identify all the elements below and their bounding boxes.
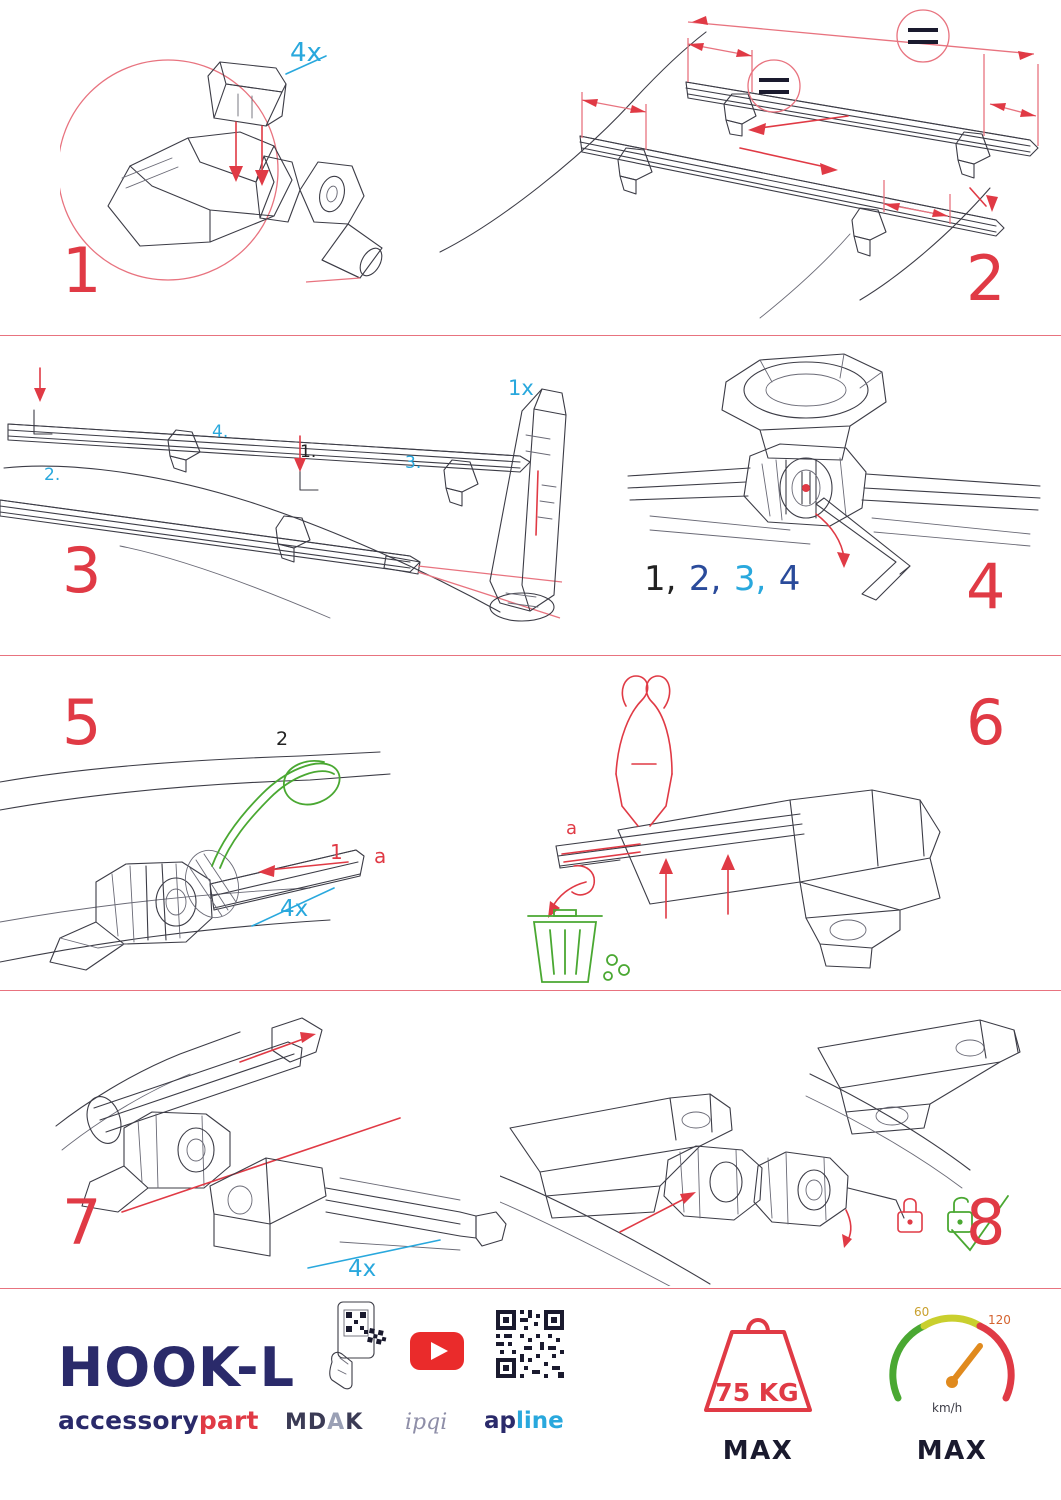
svg-text:60: 60 xyxy=(914,1305,930,1319)
step-3-endcap-detail xyxy=(470,375,610,640)
youtube-icon[interactable] xyxy=(410,1332,464,1370)
seq-3: 3, xyxy=(733,559,767,599)
brand-tagline xyxy=(58,1406,259,1435)
step-1-number: 1 xyxy=(62,234,103,307)
step-5-label-2: 2 xyxy=(276,728,289,750)
step-3-label-3: 3. xyxy=(405,453,422,473)
step-4-sequence xyxy=(644,559,801,599)
step-3-label-2: 2. xyxy=(44,465,61,485)
footer xyxy=(0,1288,1061,1500)
svg-text:120: 120 xyxy=(988,1313,1011,1327)
max-speed-icon xyxy=(884,1302,1020,1420)
ipqi-logo: ipqi xyxy=(405,1410,448,1435)
apline-text-ap: ap xyxy=(484,1408,516,1434)
mdak-text-b: K xyxy=(345,1410,364,1435)
step-6-number: 6 xyxy=(966,686,1007,759)
step-4-number: 4 xyxy=(966,550,1007,623)
step-5-label-4x: 4x xyxy=(280,896,309,922)
step-3-label-4: 4. xyxy=(212,422,229,442)
phone-scan-icon[interactable] xyxy=(318,1300,394,1392)
step-7-number: 7 xyxy=(62,1186,103,1259)
step-5-label-a: a xyxy=(374,844,387,868)
step-2-illustration xyxy=(430,8,1045,328)
step-3-number: 3 xyxy=(62,534,103,607)
mdak-text-tri: A xyxy=(327,1410,346,1435)
divider-1 xyxy=(0,335,1061,336)
step-1-illustration xyxy=(60,10,390,330)
qr-code-icon[interactable] xyxy=(494,1308,566,1380)
step-6-label-a: a xyxy=(566,818,578,839)
step-3-label-1x: 1x xyxy=(508,376,534,400)
divider-2 xyxy=(0,655,1061,656)
divider-3 xyxy=(0,990,1061,991)
max-load-value: 75 KG xyxy=(715,1378,799,1407)
step-1-label-4x: 4x xyxy=(290,38,322,68)
step-3-label-1: 1. xyxy=(300,442,317,462)
step-2-number: 2 xyxy=(966,242,1007,315)
seq-2: 2, xyxy=(688,559,722,599)
step-5-number: 5 xyxy=(62,686,103,759)
step-5-label-1: 1 xyxy=(330,840,343,864)
mdak-text-a: MD xyxy=(285,1410,328,1435)
step-8-number: 8 xyxy=(966,1186,1007,1259)
apline-text-line: line xyxy=(515,1408,564,1434)
max-speed-caption: MAX xyxy=(916,1436,988,1466)
brand-tagline-accessory: accessory xyxy=(58,1406,199,1435)
brand-tagline-part: part xyxy=(198,1406,259,1435)
mdak-logo xyxy=(285,1410,363,1435)
step-7-label-4x: 4x xyxy=(348,1256,377,1282)
seq-4: 4 xyxy=(778,559,801,599)
step-7-illustration xyxy=(40,1000,510,1286)
max-load-caption: MAX xyxy=(722,1436,794,1466)
svg-text:km/h: km/h xyxy=(932,1401,963,1415)
seq-1: 1, xyxy=(644,559,677,599)
product-title: HOOK-L xyxy=(58,1336,295,1399)
apline-logo xyxy=(484,1408,564,1434)
